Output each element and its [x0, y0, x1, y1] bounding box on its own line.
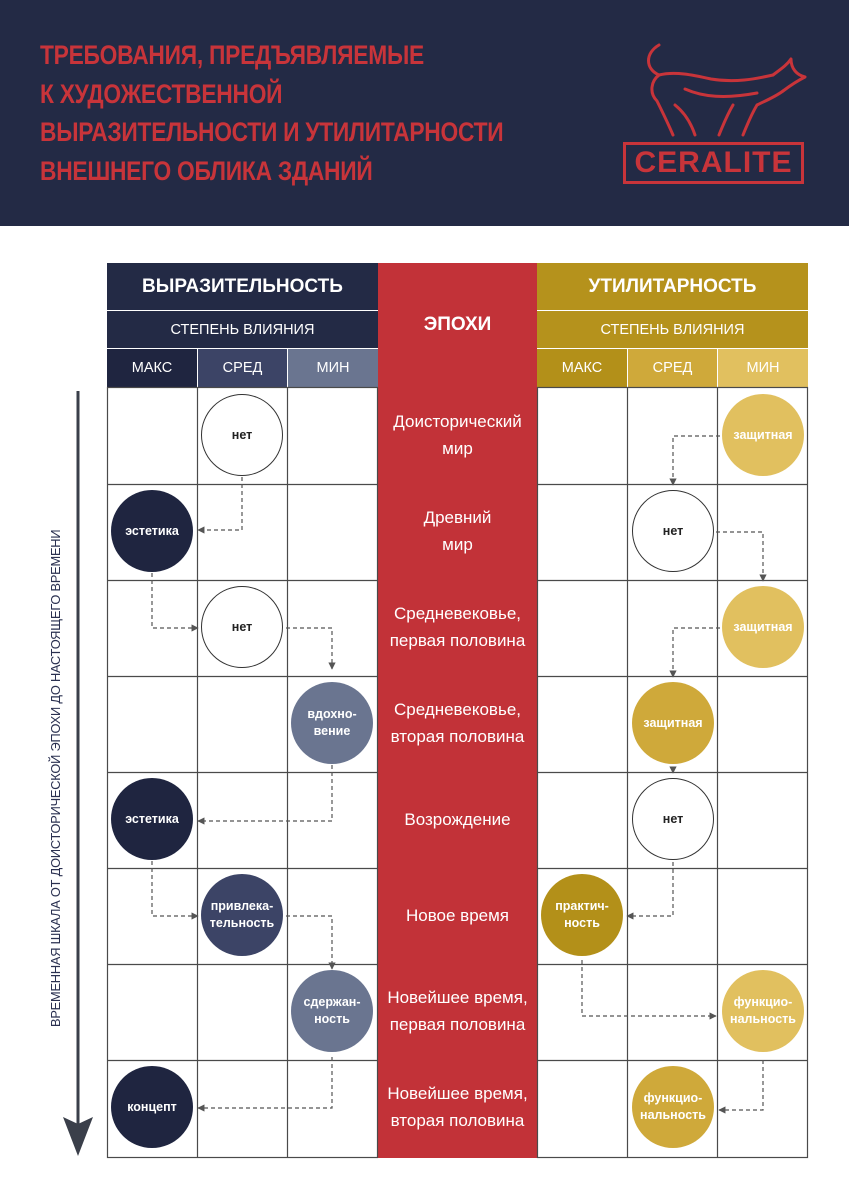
- utility-node-label: ность: [564, 916, 600, 930]
- connector: [198, 765, 332, 821]
- expressiveness-node-label: концепт: [127, 1099, 177, 1114]
- title-line: ВЫРАЗИТЕЛЬНОСТИ И УТИЛИТАРНОСТИ: [40, 117, 504, 147]
- expressiveness-node-label: нет: [231, 427, 253, 442]
- connector: [152, 861, 198, 916]
- era-label-line: первая половина: [389, 1015, 526, 1034]
- connector: [719, 1060, 763, 1110]
- logo-text: CERALITE: [623, 142, 804, 184]
- expressiveness-node-label: ность: [314, 1012, 350, 1026]
- connector: [198, 1057, 332, 1108]
- connector: [152, 573, 198, 628]
- utility-node: [722, 586, 804, 668]
- connector: [286, 916, 332, 969]
- expressiveness-node: [201, 586, 283, 668]
- expressiveness-node-label: вение: [313, 724, 351, 738]
- utility-node: [722, 394, 804, 476]
- title-line: ВНЕШНЕГО ОБЛИКА ЗДАНИЙ: [40, 155, 373, 186]
- utility-col-max: МАКС: [537, 348, 627, 387]
- expressiveness-node-label: эстетика: [125, 523, 179, 538]
- utility-node-label: практич-: [555, 899, 609, 913]
- utility-header: УТИЛИТАРНОСТЬ: [537, 263, 808, 310]
- expressiveness-node: [111, 1066, 193, 1148]
- utility-node: [632, 778, 714, 860]
- utility-node-label: защитная: [733, 427, 793, 442]
- era-label-line: Новое время: [405, 905, 510, 925]
- era-label-line: первая половина: [389, 631, 526, 650]
- utility-node-label: функцио-: [643, 1091, 703, 1105]
- utility-node-label: функцио-: [733, 995, 793, 1009]
- era-label-line: Доисторический: [393, 412, 522, 431]
- utility-node: [632, 682, 714, 764]
- utility-col-min: МИН: [718, 348, 808, 387]
- utility-node: [632, 490, 714, 572]
- era-label-line: Новейшее время,: [387, 988, 528, 1007]
- utility-node-label: защитная: [733, 619, 793, 634]
- timeline-arrow: [63, 391, 93, 1156]
- connector: [286, 628, 332, 669]
- connector: [673, 436, 720, 485]
- title-line: ТРЕБОВАНИЯ, ПРЕДЪЯВЛЯЕМЫЕ: [40, 40, 424, 70]
- connector: [673, 628, 720, 677]
- expressiveness-node-label: нет: [231, 619, 253, 634]
- era-label-line: мир: [442, 439, 473, 458]
- expressiveness-node-label: вдохно-: [307, 707, 357, 721]
- timeline-label: ВРЕМЕННАЯ ШКАЛА ОТ ДОИСТОРИЧЕСКОЙ ЭПОХИ ДО НАСТОЯЩЕГО ВРЕМЕНИ: [48, 529, 63, 1027]
- connector: [582, 960, 716, 1016]
- expressiveness-col-min: МИН: [288, 348, 378, 387]
- expressiveness-node: [111, 490, 193, 572]
- expressiveness-header: ВЫРАЗИТЕЛЬНОСТЬ: [107, 263, 378, 310]
- utility-node-label: нальность: [640, 1108, 706, 1122]
- era-label-line: вторая половина: [390, 1111, 525, 1130]
- expressiveness-node-label: привлека-: [210, 899, 274, 913]
- expressiveness-node: [201, 394, 283, 476]
- expressiveness-node-label: эстетика: [125, 811, 179, 826]
- era-label-line: мир: [442, 535, 473, 554]
- expressiveness-node: [201, 874, 283, 956]
- era-label-line: Древний: [423, 508, 492, 527]
- utility-node: [722, 970, 804, 1052]
- eras-header: ЭПОХИ: [378, 263, 537, 387]
- era-label-line: Средневековье,: [393, 604, 522, 623]
- utility-node-label: нет: [662, 523, 684, 538]
- expressiveness-node: [291, 682, 373, 764]
- expressiveness-col-max: МАКС: [107, 348, 197, 387]
- utility-node-label: нет: [662, 811, 684, 826]
- utility-node: [632, 1066, 714, 1148]
- expressiveness-col-mid: СРЕД: [198, 348, 287, 387]
- era-label-line: Возрождение: [404, 809, 511, 829]
- connector: [627, 862, 673, 916]
- utility-node: [541, 874, 623, 956]
- utility-influence-label: СТЕПЕНЬ ВЛИЯНИЯ: [537, 310, 808, 348]
- expressiveness-influence-label: СТЕПЕНЬ ВЛИЯНИЯ: [107, 310, 378, 348]
- utility-node-label: нальность: [730, 1012, 796, 1026]
- era-label-line: Средневековье,: [393, 700, 522, 719]
- utility-col-mid: СРЕД: [628, 348, 717, 387]
- expressiveness-node: [291, 970, 373, 1052]
- era-label-line: Новейшее время,: [387, 1084, 528, 1103]
- expressiveness-node-label: тельность: [209, 916, 275, 930]
- connector: [716, 532, 763, 581]
- era-label-line: вторая половина: [390, 727, 525, 746]
- title-line: К ХУДОЖЕСТВЕННОЙ: [40, 78, 283, 109]
- utility-node-label: защитная: [643, 715, 703, 730]
- expressiveness-node-label: сдержан-: [303, 995, 361, 1009]
- expressiveness-node: [111, 778, 193, 860]
